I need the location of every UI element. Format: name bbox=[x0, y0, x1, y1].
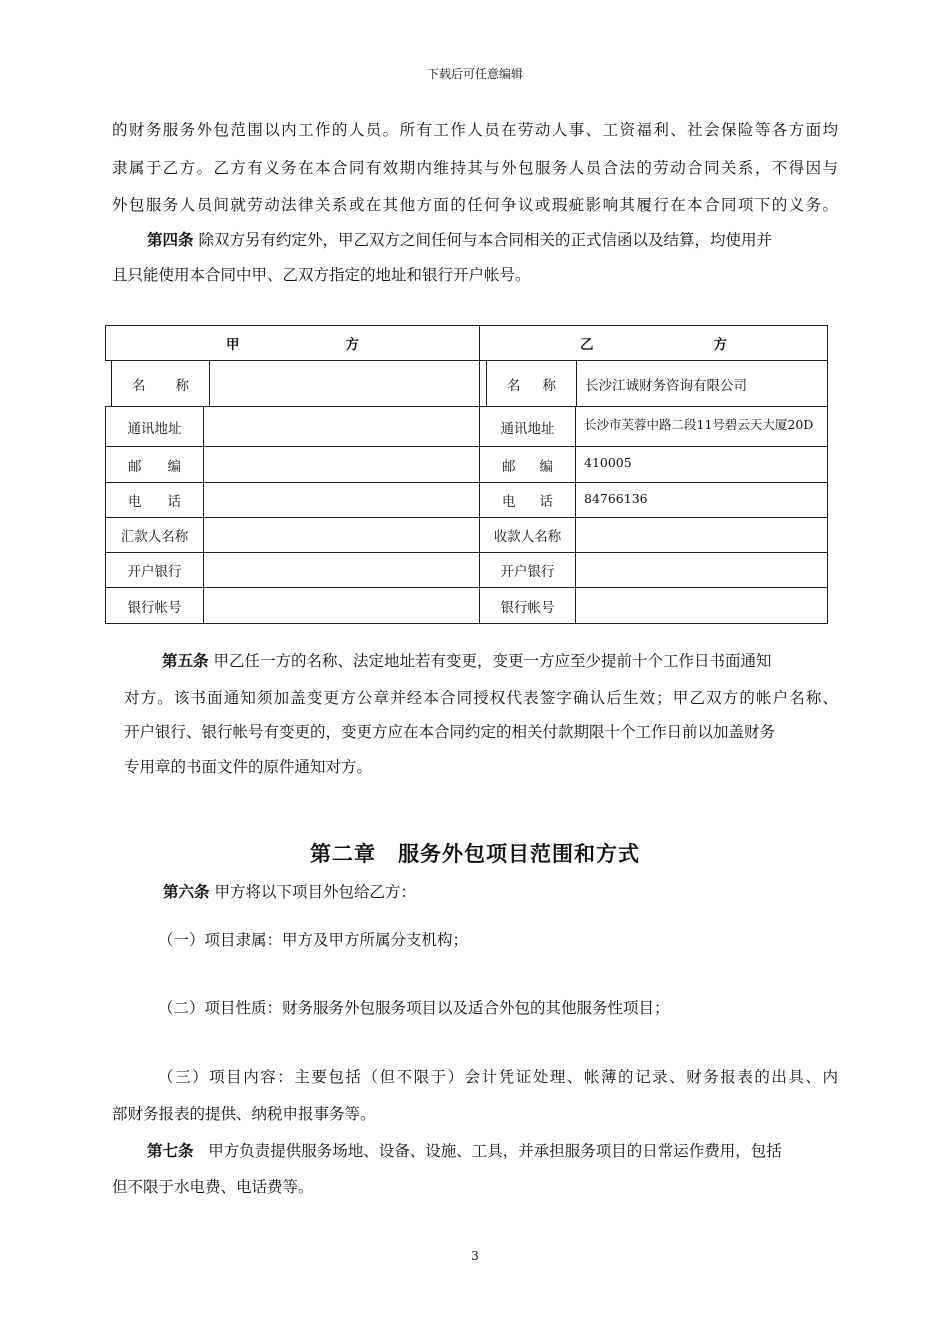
party-b-header bbox=[479, 325, 828, 361]
party-b-name-label bbox=[486, 360, 577, 407]
party-a-field-value bbox=[203, 446, 480, 483]
party-a-name-label bbox=[111, 360, 210, 407]
party-b-field-value: 410005 bbox=[575, 446, 828, 483]
article-text: 甲方负责提供服务场地、设备、设施、工具，并承担服务项目的日常运作费用，包括 bbox=[208, 1142, 782, 1160]
article-label: 第六条 bbox=[163, 883, 210, 901]
party-a-field-value bbox=[203, 406, 480, 447]
label-char: 电 bbox=[502, 494, 516, 510]
article-label: 第四条 bbox=[147, 231, 194, 249]
party-a-field-label: 通讯地址 bbox=[105, 406, 204, 447]
article-text: 除双方另有约定外，甲乙双方之间任何与本合同相关的正式信函以及结算，均使用并 bbox=[198, 231, 772, 249]
party-a-field-label: 开户银行 bbox=[105, 552, 204, 588]
label-char: 名 bbox=[507, 377, 521, 394]
article-5-line: 专用章的书面文件的原件通知对方。 bbox=[124, 758, 373, 776]
label-char: 话 bbox=[539, 494, 553, 510]
party-a-field-value bbox=[203, 552, 480, 588]
party-a-field-label: 银行帐号 bbox=[105, 587, 204, 624]
party-b-field-value: 长沙市芙蓉中路二段11号碧云天大厦20D bbox=[575, 406, 828, 447]
paragraph-line: 外包服务人员间就劳动法律关系或在其他方面的任何争议或瑕疵影响其履行在本合同项下的义务。 bbox=[112, 196, 838, 214]
party-b-field-label: 银行帐号 bbox=[479, 587, 576, 624]
party-b-field-label: 收款人名称 bbox=[479, 517, 576, 553]
header-char: 乙 bbox=[580, 337, 594, 353]
page-number: 3 bbox=[471, 1249, 479, 1263]
list-item: 部财务报表的提供、纳税申报事务等。 bbox=[112, 1105, 376, 1123]
label-char: 话 bbox=[167, 494, 181, 510]
paragraph-line: 隶属于乙方。乙方有义务在本合同有效期内维持其与外包服务人员合法的劳动合同关系，不得因与 bbox=[112, 159, 838, 177]
list-item: （二）项目性质：财务服务外包服务项目以及适合外包的其他服务性项目； bbox=[158, 999, 670, 1017]
label-char: 名 bbox=[132, 377, 146, 394]
party-b-field-value bbox=[575, 517, 828, 553]
party-b-field-label bbox=[479, 482, 576, 518]
article-4-line: 且只能使用本合同中甲、乙双方指定的地址和银行开户帐号。 bbox=[112, 266, 531, 284]
article-5-line: 对方。该书面通知须加盖变更方公章并经本合同授权代表签字确认后生效；甲乙双方的帐户名称、 bbox=[124, 689, 838, 707]
page-header: 下载后可任意编辑 bbox=[426, 67, 523, 81]
party-a-field-value bbox=[203, 587, 480, 624]
paragraph-line: 的财务服务外包范围以内工作的人员。所有工作人员在劳动人事、工资福利、社会保险等各方面均 bbox=[112, 121, 838, 139]
article-7-line bbox=[147, 1141, 838, 1161]
list-item: （一）项目隶属：甲方及甲方所属分支机构； bbox=[158, 931, 469, 949]
label-char: 编 bbox=[167, 458, 181, 475]
party-a-field-label: 汇款人名称 bbox=[105, 517, 204, 553]
party-b-field-value bbox=[575, 552, 828, 588]
header-char: 方 bbox=[345, 337, 359, 353]
article-5-line: 开户银行、银行帐号有变更的，变更方应在本合同约定的相关付款期限十个工作日前以加盖财务 bbox=[124, 723, 776, 741]
label-char: 称 bbox=[542, 377, 556, 394]
label-char: 称 bbox=[175, 377, 189, 394]
chapter-title: 第二章 服务外包项目范围和方式 bbox=[310, 842, 640, 866]
party-b-field-label: 开户银行 bbox=[479, 552, 576, 588]
party-b-field-label bbox=[479, 446, 576, 483]
party-a-field-label bbox=[105, 446, 204, 483]
party-b-field-label: 通讯地址 bbox=[479, 406, 576, 447]
article-6-line bbox=[163, 882, 889, 902]
party-a-field-label bbox=[105, 482, 204, 518]
article-label: 第五条 bbox=[162, 652, 209, 670]
article-label: 第七条 bbox=[147, 1142, 194, 1160]
party-a-header bbox=[105, 325, 480, 361]
article-4-line bbox=[147, 230, 838, 250]
article-text: 甲方将以下项目外包给乙方： bbox=[214, 883, 416, 901]
party-b-field-value: 84766136 bbox=[575, 482, 828, 518]
party-a-name-value bbox=[209, 360, 480, 407]
label-char: 电 bbox=[128, 494, 142, 510]
party-b-name-value: 长沙江诚财务咨询有限公司 bbox=[576, 360, 828, 407]
article-7-line: 但不限于水电费、电话费等。 bbox=[112, 1178, 314, 1196]
label-char: 邮 bbox=[502, 458, 516, 475]
party-b-field-value bbox=[575, 587, 828, 624]
article-text: 甲乙任一方的名称、法定地址若有变更，变更一方应至少提前十个工作日书面通知 bbox=[213, 652, 772, 670]
header-char: 甲 bbox=[226, 337, 240, 353]
label-char: 编 bbox=[539, 458, 553, 475]
party-a-field-value bbox=[203, 517, 480, 553]
party-a-field-value bbox=[203, 482, 480, 518]
list-item: （三）项目内容：主要包括（但不限于）会计凭证处理、帐薄的记录、财务报表的出具、内 bbox=[158, 1068, 838, 1086]
label-char: 邮 bbox=[128, 458, 142, 475]
header-char: 方 bbox=[713, 337, 727, 353]
article-5-line bbox=[162, 651, 838, 671]
